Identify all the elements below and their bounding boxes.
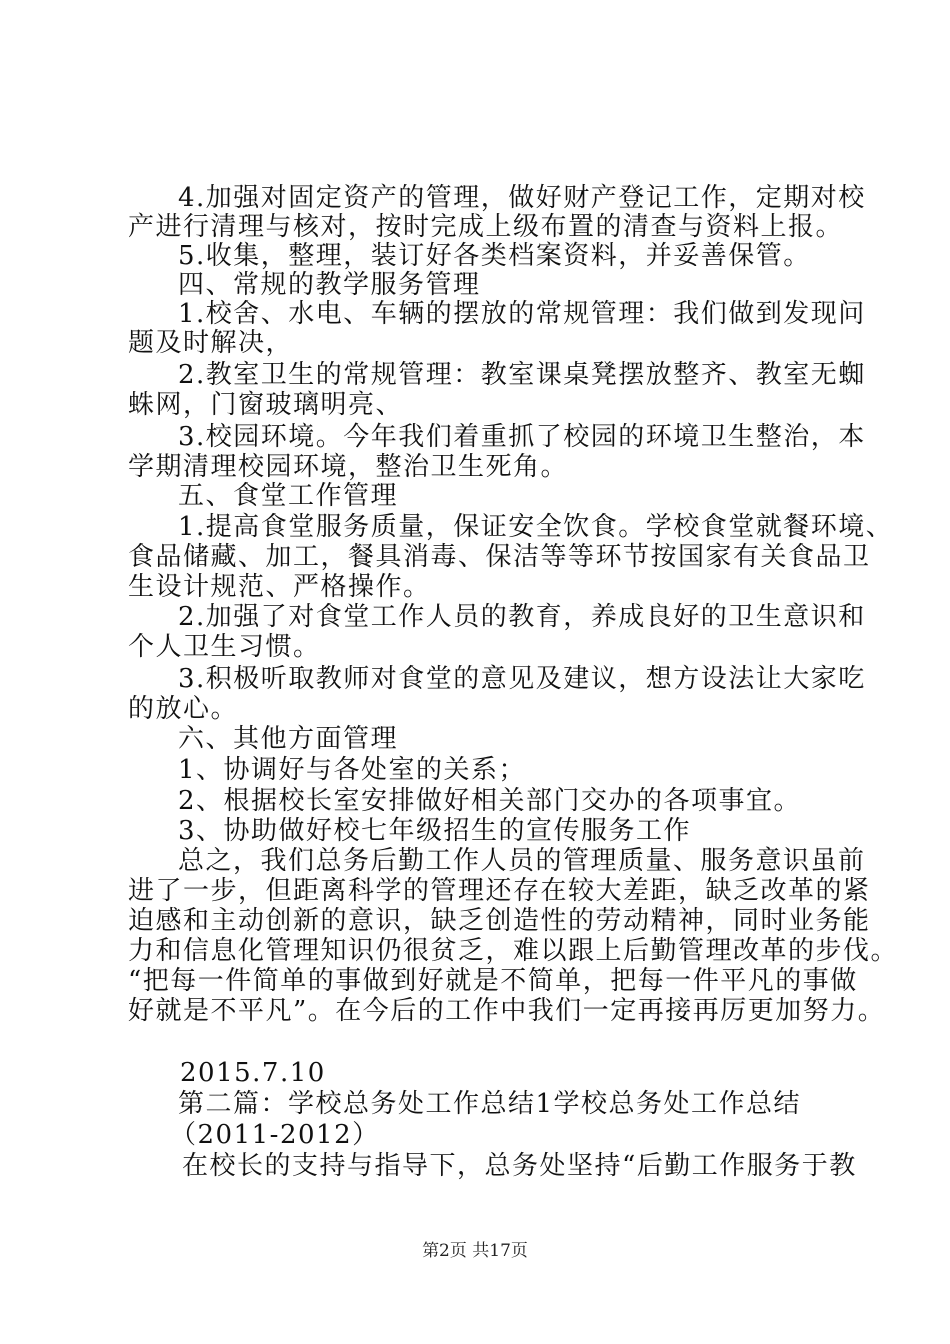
text-line: 蛛网，门窗玻璃明亮、 [128, 390, 404, 420]
date-line: 2015.7.10 [180, 1058, 326, 1088]
text-line: 好就是不平凡”。在今后的工作中我们一定再接再厉更加努力。 [128, 996, 886, 1026]
text-line: 个人卫生习惯。 [128, 632, 321, 662]
page-footer: 第2页 共17页 [422, 1241, 528, 1261]
article-title: 第二篇：学校总务处工作总结1学校总务处工作总结 [178, 1089, 802, 1119]
text-line: 题及时解决， [128, 328, 294, 358]
text-line: 在校长的支持与指导下，总务处坚持“后勤工作服务于教 [182, 1151, 857, 1181]
text-line: 产进行清理与核对，按时完成上级布置的清查与资料上报。 [128, 212, 844, 242]
text-line: 1.提高食堂服务质量，保证安全饮食。学校食堂就餐环境、 [178, 512, 894, 542]
section-heading: 六、其他方面管理 [178, 724, 399, 754]
section-heading: 四、常规的教学服务管理 [178, 270, 481, 300]
text-line: 力和信息化管理知识仍很贫乏，难以跟上后勤管理改革的步伐。 [128, 936, 899, 966]
text-line: “把每一件简单的事做到好就是不简单，把每一件平凡的事做 [128, 966, 858, 996]
text-line: 的放心。 [128, 694, 239, 724]
text-line: 食品储藏、加工，餐具消毒、保洁等等环节按国家有关食品卫 [128, 542, 871, 572]
text-line: 2.加强了对食堂工作人员的教育，养成良好的卫生意识和 [178, 602, 866, 632]
section-heading: 五、食堂工作管理 [178, 481, 399, 511]
text-line: 3、协助做好校七年级招生的宣传服务工作 [178, 816, 692, 846]
text-line: 2、根据校长室安排做好相关部门交办的各项事宜。 [178, 786, 802, 816]
text-line: 5.收集，整理，装订好各类档案资料，并妥善保管。 [178, 241, 811, 271]
text-line: 1、协调好与各处室的关系； [178, 755, 527, 785]
text-line: 学期清理校园环境，整治卫生死角。 [128, 452, 569, 482]
text-line: 3.校园环境。今年我们着重抓了校园的环境卫生整治，本 [178, 422, 866, 452]
text-line: 迫感和主动创新的意识，缺乏创造性的劳动精神，同时业务能 [128, 906, 871, 936]
text-line: 总之，我们总务后勤工作人员的管理质量、服务意识虽前 [178, 846, 866, 876]
article-year-range: （2011-2012） [170, 1120, 380, 1150]
text-line: 4.加强对固定资产的管理，做好财产登记工作，定期对校 [178, 183, 866, 213]
text-line: 进了一步，但距离科学的管理还存在较大差距，缺乏改革的紧 [128, 876, 871, 906]
text-line: 2.教室卫生的常规管理：教室课桌凳摆放整齐、教室无蜘 [178, 360, 866, 390]
text-line: 1.校舍、水电、车辆的摆放的常规管理：我们做到发现问 [178, 299, 866, 329]
text-line: 生设计规范、严格操作。 [128, 572, 431, 602]
text-line: 3.积极听取教师对食堂的意见及建议，想方设法让大家吃 [178, 664, 866, 694]
